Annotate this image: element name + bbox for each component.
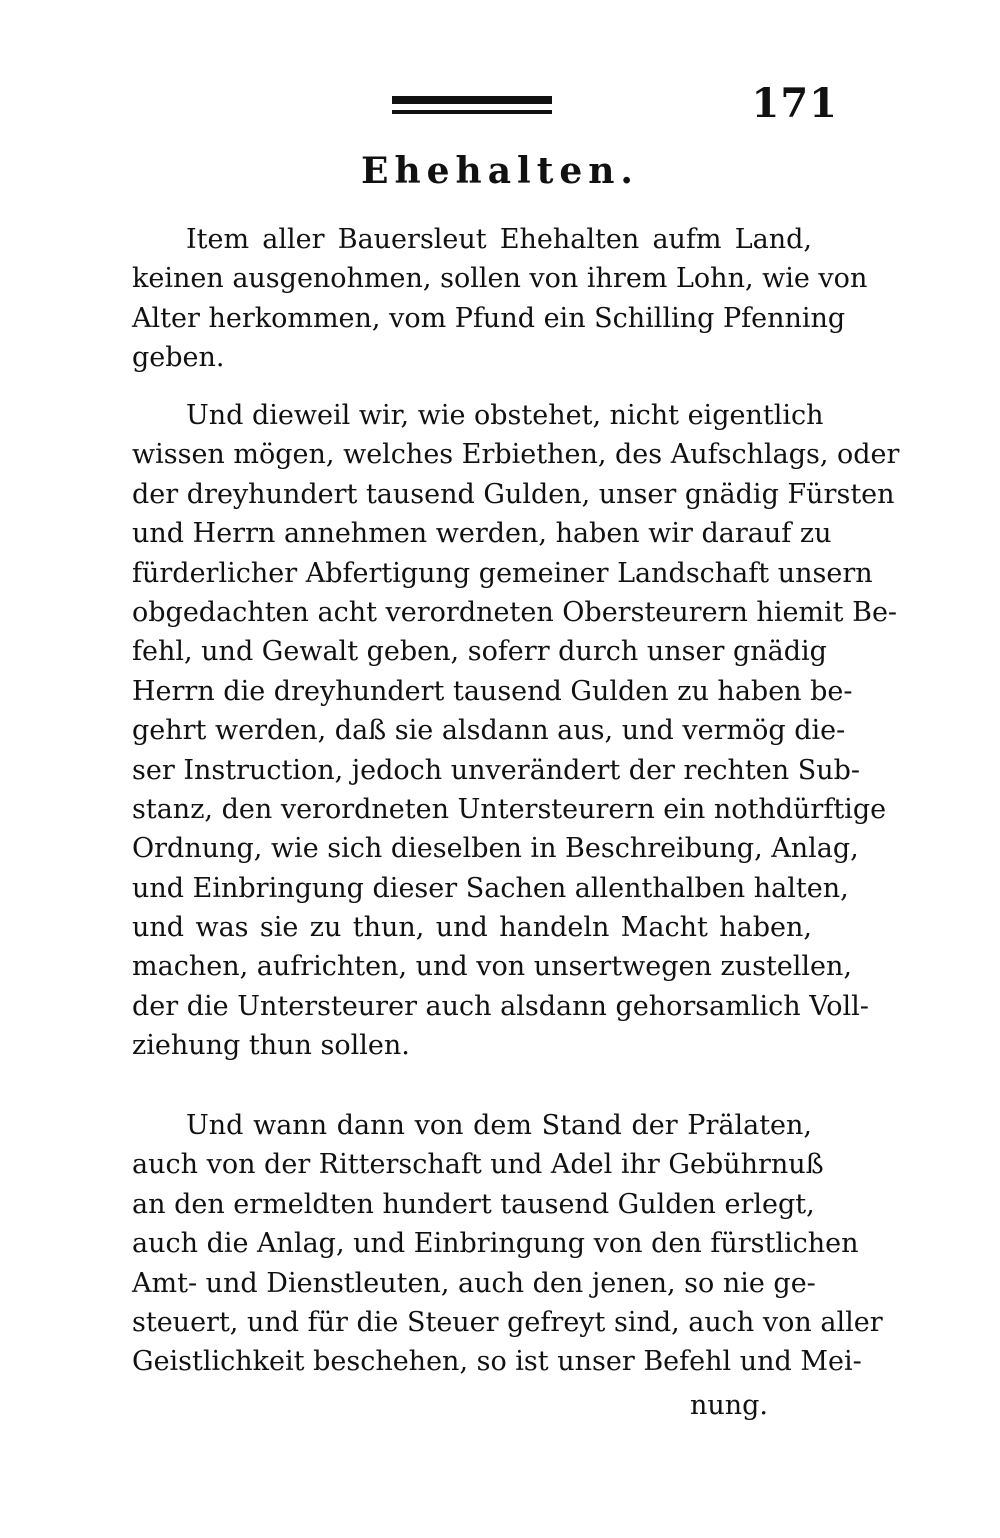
- text-line: Und dieweil wir, wie obstehet, nicht eigentlich: [186, 400, 824, 431]
- text-line: und was sie zu thun, und handeln Macht haben,: [132, 912, 812, 944]
- page-number: 171: [751, 80, 838, 127]
- text-line: auch von der Ritterschaft und Adel ihr Gebührnuß: [132, 1149, 824, 1181]
- text-line: fehl, und Gewalt geben, soferr durch unser gnädig: [132, 636, 827, 668]
- paragraph-1: [132, 220, 868, 378]
- header-rule-thin: [392, 110, 552, 114]
- text-line: fürderlicher Abfertigung gemeiner Landschaft unsern: [132, 557, 873, 589]
- paragraph-2: [132, 396, 900, 1066]
- text-line: ser Instruction, jedoch unverändert der rechten Sub-: [132, 754, 861, 786]
- paragraph-3: [132, 1106, 883, 1382]
- text-line: Amt- und Dienstleuten, auch den jenen, so nie ge-: [132, 1267, 816, 1299]
- text-line: ziehung thun sollen.: [132, 1030, 410, 1062]
- text-line: Geistlichkeit beschehen, so ist unser Befehl und Mei-: [132, 1346, 862, 1378]
- text-line: Herrn die dreyhundert tausend Gulden zu haben be-: [132, 675, 853, 707]
- text-line: Und wann dann von dem Stand der Prälaten,: [186, 1110, 812, 1141]
- text-line: machen, aufrichten, und von unsertwegen zustellen,: [132, 951, 852, 983]
- text-line: und Herrn annehmen werden, haben wir darauf zu: [132, 518, 832, 550]
- text-line: gehrt werden, daß sie alsdann aus, und vermög die-: [132, 715, 846, 747]
- text-line: Alter herkommen, vom Pfund ein Schilling Pfenning: [132, 302, 846, 334]
- text-line: stanz, den verordneten Untersteurern ein nothdürftige: [132, 793, 887, 825]
- header-rule-thick: [392, 96, 552, 104]
- text-line: Ordnung, wie sich dieselben in Beschreibung, Anlag,: [132, 833, 859, 865]
- text-line: obgedachten acht verordneten Obersteurern hiemit Be-: [132, 596, 898, 628]
- text-line: der die Untersteurer auch alsdann gehorsamlich Voll-: [132, 990, 869, 1022]
- text-line: an den ermeldten hundert tausend Gulden erlegt,: [132, 1188, 815, 1220]
- section-title: Ehehalten.: [361, 150, 639, 192]
- text-line: auch die Anlag, und Einbringung von den fürstlichen: [132, 1228, 859, 1260]
- text-line: geben.: [132, 342, 225, 374]
- catchword: nung.: [689, 1390, 768, 1421]
- text-line: der dreyhundert tausend Gulden, unser gnädig Fürsten: [132, 478, 895, 510]
- text-line: steuert, und für die Steuer gefreyt sind, auch von aller: [132, 1306, 883, 1338]
- text-line: und Einbringung dieser Sachen allenthalben halten,: [132, 872, 849, 904]
- text-line: keinen ausgenohmen, sollen von ihrem Lohn, wie von: [132, 263, 868, 295]
- text-line: Item aller Bauersleut Ehehalten aufm Land,: [186, 224, 812, 255]
- text-line: wissen mögen, welches Erbiethen, des Aufschlags, oder: [132, 439, 900, 471]
